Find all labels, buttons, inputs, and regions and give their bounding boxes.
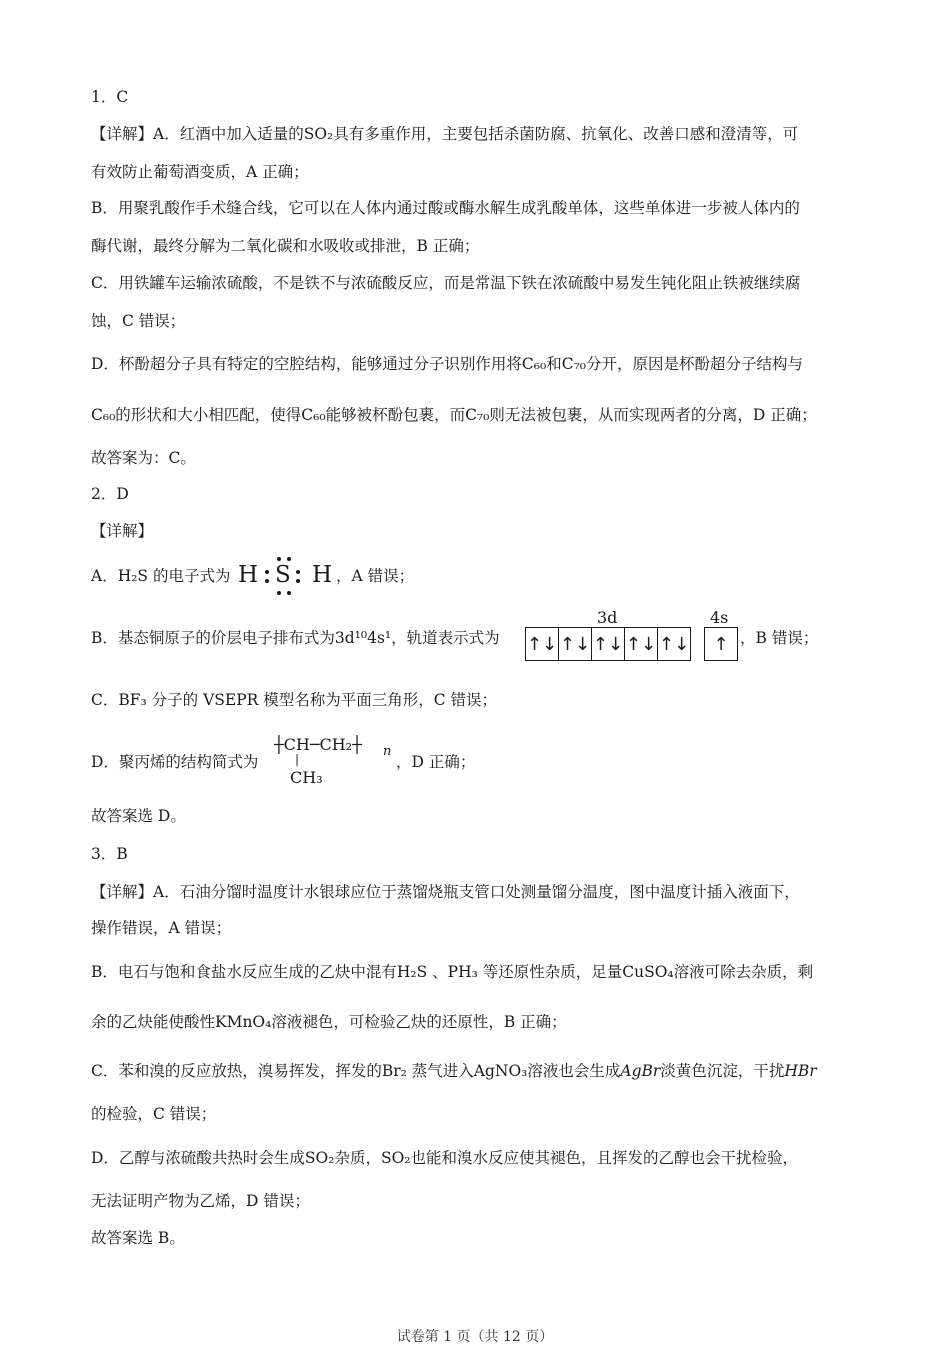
q1-line-6: 蚀，C 错误； xyxy=(91,312,186,330)
lewis-hydrogen-right: H xyxy=(312,562,333,588)
lewis-hydrogen-left: H xyxy=(238,562,259,588)
orbital-3d-box: ↑↓ xyxy=(625,628,658,660)
q1-answer: 故答案为：C。 xyxy=(91,449,196,467)
polypropylene-chain: ┼CH─CH₂┼ xyxy=(274,735,362,754)
h2s-lewis-structure xyxy=(238,560,334,594)
q1-line-5: C．用铁罐车运输浓硫酸，不是铁不与浓硫酸反应，而是常温下铁在浓硫酸中易发生钝化阻止铁被继续腐 xyxy=(91,274,801,292)
q3-line-4: 余的乙炔能使酸性KMnO₄溶液褪色，可检验乙炔的还原性，B 正确； xyxy=(91,1013,567,1031)
q2-option-d-suffix: ，D 正确； xyxy=(396,753,476,771)
q2-answer: 故答案选 D。 xyxy=(91,807,186,825)
q2-option-c: C．BF₃ 分子的 VSEPR 模型名称为平面三角形，C 错误； xyxy=(91,691,498,709)
q2-option-a-prefix: A．H₂S 的电子式为 xyxy=(91,567,231,585)
polymer-branch-bond: | xyxy=(295,752,300,766)
orbital-3d-box: ↑↓ xyxy=(592,628,625,660)
q1-line-2: 有效防止葡萄酒变质，A 正确； xyxy=(91,163,309,181)
q3-answer: 故答案选 B。 xyxy=(91,1229,185,1247)
q3-line-1: 【详解】A．石油分馏时温度计水银球应位于蒸馏烧瓶支管口处测量馏分温度，图中温度计插入液面下， xyxy=(91,883,800,901)
orbital-3d-boxes xyxy=(525,627,691,661)
q3-line-7: D．乙醇与浓硫酸共热时会生成SO₂杂质，SO₂也能和溴水反应使其褪色，且挥发的乙醇也会干扰检验， xyxy=(91,1149,799,1167)
q1-number: 1．C xyxy=(91,88,129,106)
lewis-sulfur: S xyxy=(275,562,291,588)
orbital-4s-label: 4s xyxy=(710,608,729,627)
q1-line-1: 【详解】A．红酒中加入适量的SO₂具有多重作用，主要包括杀菌防腐、抗氧化、改善口感和澄清等，可 xyxy=(91,125,799,143)
q3-number: 3．B xyxy=(91,845,128,863)
q3-line-2: 操作错误，A 错误； xyxy=(91,919,232,937)
q1-line-3: B．用聚乳酸作手术缝合线，它可以在人体内通过酸或酶水解生成乳酸单体，这些单体进一步被人体内的 xyxy=(91,199,800,217)
q1-line-8: C₆₀的形状和大小相匹配，使得C₆₀能够被杯酚包裹，而C₇₀则无法被包裹，从而实现两者的分离，D 正确； xyxy=(91,406,817,424)
orbital-3d-box: ↑↓ xyxy=(559,628,592,660)
page-footer: 试卷第 1 页（共 12 页） xyxy=(396,1329,554,1345)
q1-line-7: D．杯酚超分子具有特定的空腔结构，能够通过分子识别作用将C₆₀和C₇₀分开，原因是杯酚超分子结构与 xyxy=(91,355,804,373)
q3-line-5-part-1: C．苯和溴的反应放热，溴易挥发，挥发的Br₂ 蒸气进入AgNO₃溶液也会生成 xyxy=(91,1062,621,1080)
q1-line-4: 酶代谢，最终分解为二氧化碳和水吸收或排泄，B 正确； xyxy=(91,237,480,255)
q3-line-6: 的检验，C 错误； xyxy=(91,1105,217,1123)
q3-line-8: 无法证明产物为乙烯，D 错误； xyxy=(91,1192,310,1210)
agbr-formula: AgBr xyxy=(620,1062,661,1080)
orbital-3d-box: ↑↓ xyxy=(526,628,559,660)
q3-line-5 xyxy=(91,1061,817,1081)
q2-option-b-prefix: B．基态铜原子的价层电子排布式为3d¹⁰4s¹，轨道表示式为 xyxy=(91,629,500,647)
q2-option-d-prefix: D．聚丙烯的结构简式为 xyxy=(91,753,259,771)
q2-option-b-suffix: ，B 错误； xyxy=(740,629,819,647)
orbital-3d-box: ↑↓ xyxy=(658,633,690,655)
q2-option-a-suffix: ，A 错误； xyxy=(336,567,415,585)
polymer-branch-ch3: CH₃ xyxy=(290,768,323,787)
hbr-formula: HBr xyxy=(784,1062,817,1080)
polymer-n-subscript: n xyxy=(383,744,392,759)
orbital-3d-label: 3d xyxy=(597,608,618,627)
q3-line-5-part-2: 淡黄色沉淀，干扰 xyxy=(660,1062,785,1080)
q2-number: 2．D xyxy=(91,485,129,503)
q3-line-3: B．电石与饱和食盐水反应生成的乙炔中混有H₂S 、PH₃ 等还原性杂质，足量CuSO₄溶液可除去杂质，剩 xyxy=(91,963,814,981)
q2-detail-tag: 【详解】 xyxy=(91,522,154,540)
orbital-4s-box: ↑ xyxy=(704,627,738,661)
